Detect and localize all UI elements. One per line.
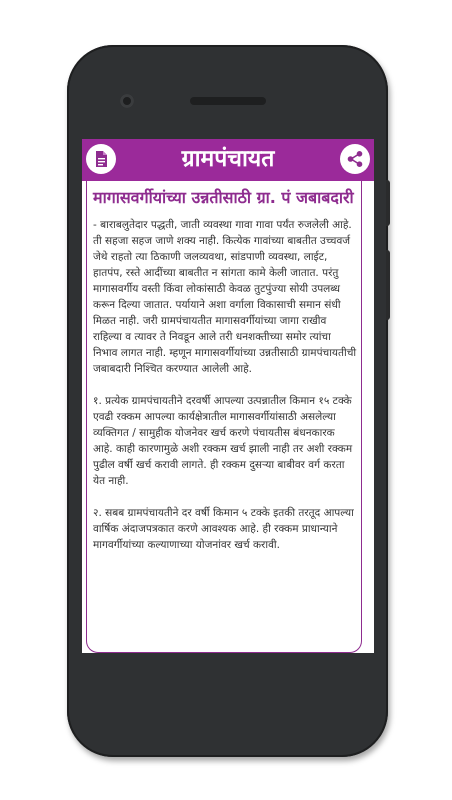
app-screen [82,139,374,653]
phone-bottom-bezel [82,653,374,693]
article-heading: मागासवर्गीयांच्या उन्नतीसाठी ग्रा. पं जबाबदारी [93,188,354,207]
power-button [386,180,390,226]
front-camera [120,94,134,108]
article-paragraph: २. सबब ग्रामपंचायतीने दर वर्षी किमान ५ टक्के इतकी तरतूद आपल्या वार्षिक अंदाजपत्रकात करणे आवश्यक आहे. ही रक्कम प्राधान्याने मागवर्गीयांच्या कल्याणाच्या योजनांवर खर्च करावी. [93,507,354,551]
earpiece-speaker [190,97,266,105]
article-content[interactable] [86,181,362,653]
app-toolbar [82,139,374,183]
volume-button [386,250,390,320]
document-icon [92,150,110,168]
share-button[interactable] [340,144,370,174]
article-paragraph: १. प्रत्येक ग्रामपंचायतीने दरवर्षी आपल्या उत्पन्नातील किमान १५ टक्के एवढी रक्कम आपल्या कार्यक्षेत्रातील मागासवर्गीयांसाठी असलेल्या व्यक्तिगत / सामुहीक योजनेवर खर्च करणे पंचायतीस बंधनकारक आहे. काही कारणामुळे अशी रक्कम खर्च झाली नाही तर अशी रक्कम पुढील वर्षी खर्च करावी लागते. ही रक्कम दुसऱ्या बाबीवर वर्ग करता येत नाही. [93,395,353,487]
document-button[interactable] [86,144,116,174]
share-icon [346,150,364,168]
article-paragraph: - बाराबलुतेदार पद्धती, जाती व्यवस्था गावा गावा पर्यंत रुजलेली आहे. ती सहजा सहज जाणे शक्य नाही. कित्येक गावांच्या बाबतीत उच्चवर्ज जेथे राहतो त्या ठिकाणी जलव्यवथा, सांडपाणी व्यवस्था, लाईट, हातपंप, रस्ते आदींच्या बाबतीत न सांगता कामे केली जातात. परंतु मागासवर्गीय वस्ती किंवा लोकांसाठी केवळ तुटपुंज्या सोयी उपलब्ध करून दिल्या जातात. पर्यायाने अशा वर्गाला विकासाची समान संधी मिळत नाही. जरी ग्रामपंचायतीत मागासवर्गीयांच्या जागा राखीव राहिल्या व त्यावर ते निवडून आले तरी धनशक्तीच्या समोर त्यांचा निभाव लागत नाही. म्हणून मागासवर्गीयांच्या उन्नतीसाठी ग्रामपंचायतीची जबाबदारी निश्चित करण्यात आलेली आहे. [93,219,357,375]
app-title: ग्रामपंचायत [181,145,275,172]
